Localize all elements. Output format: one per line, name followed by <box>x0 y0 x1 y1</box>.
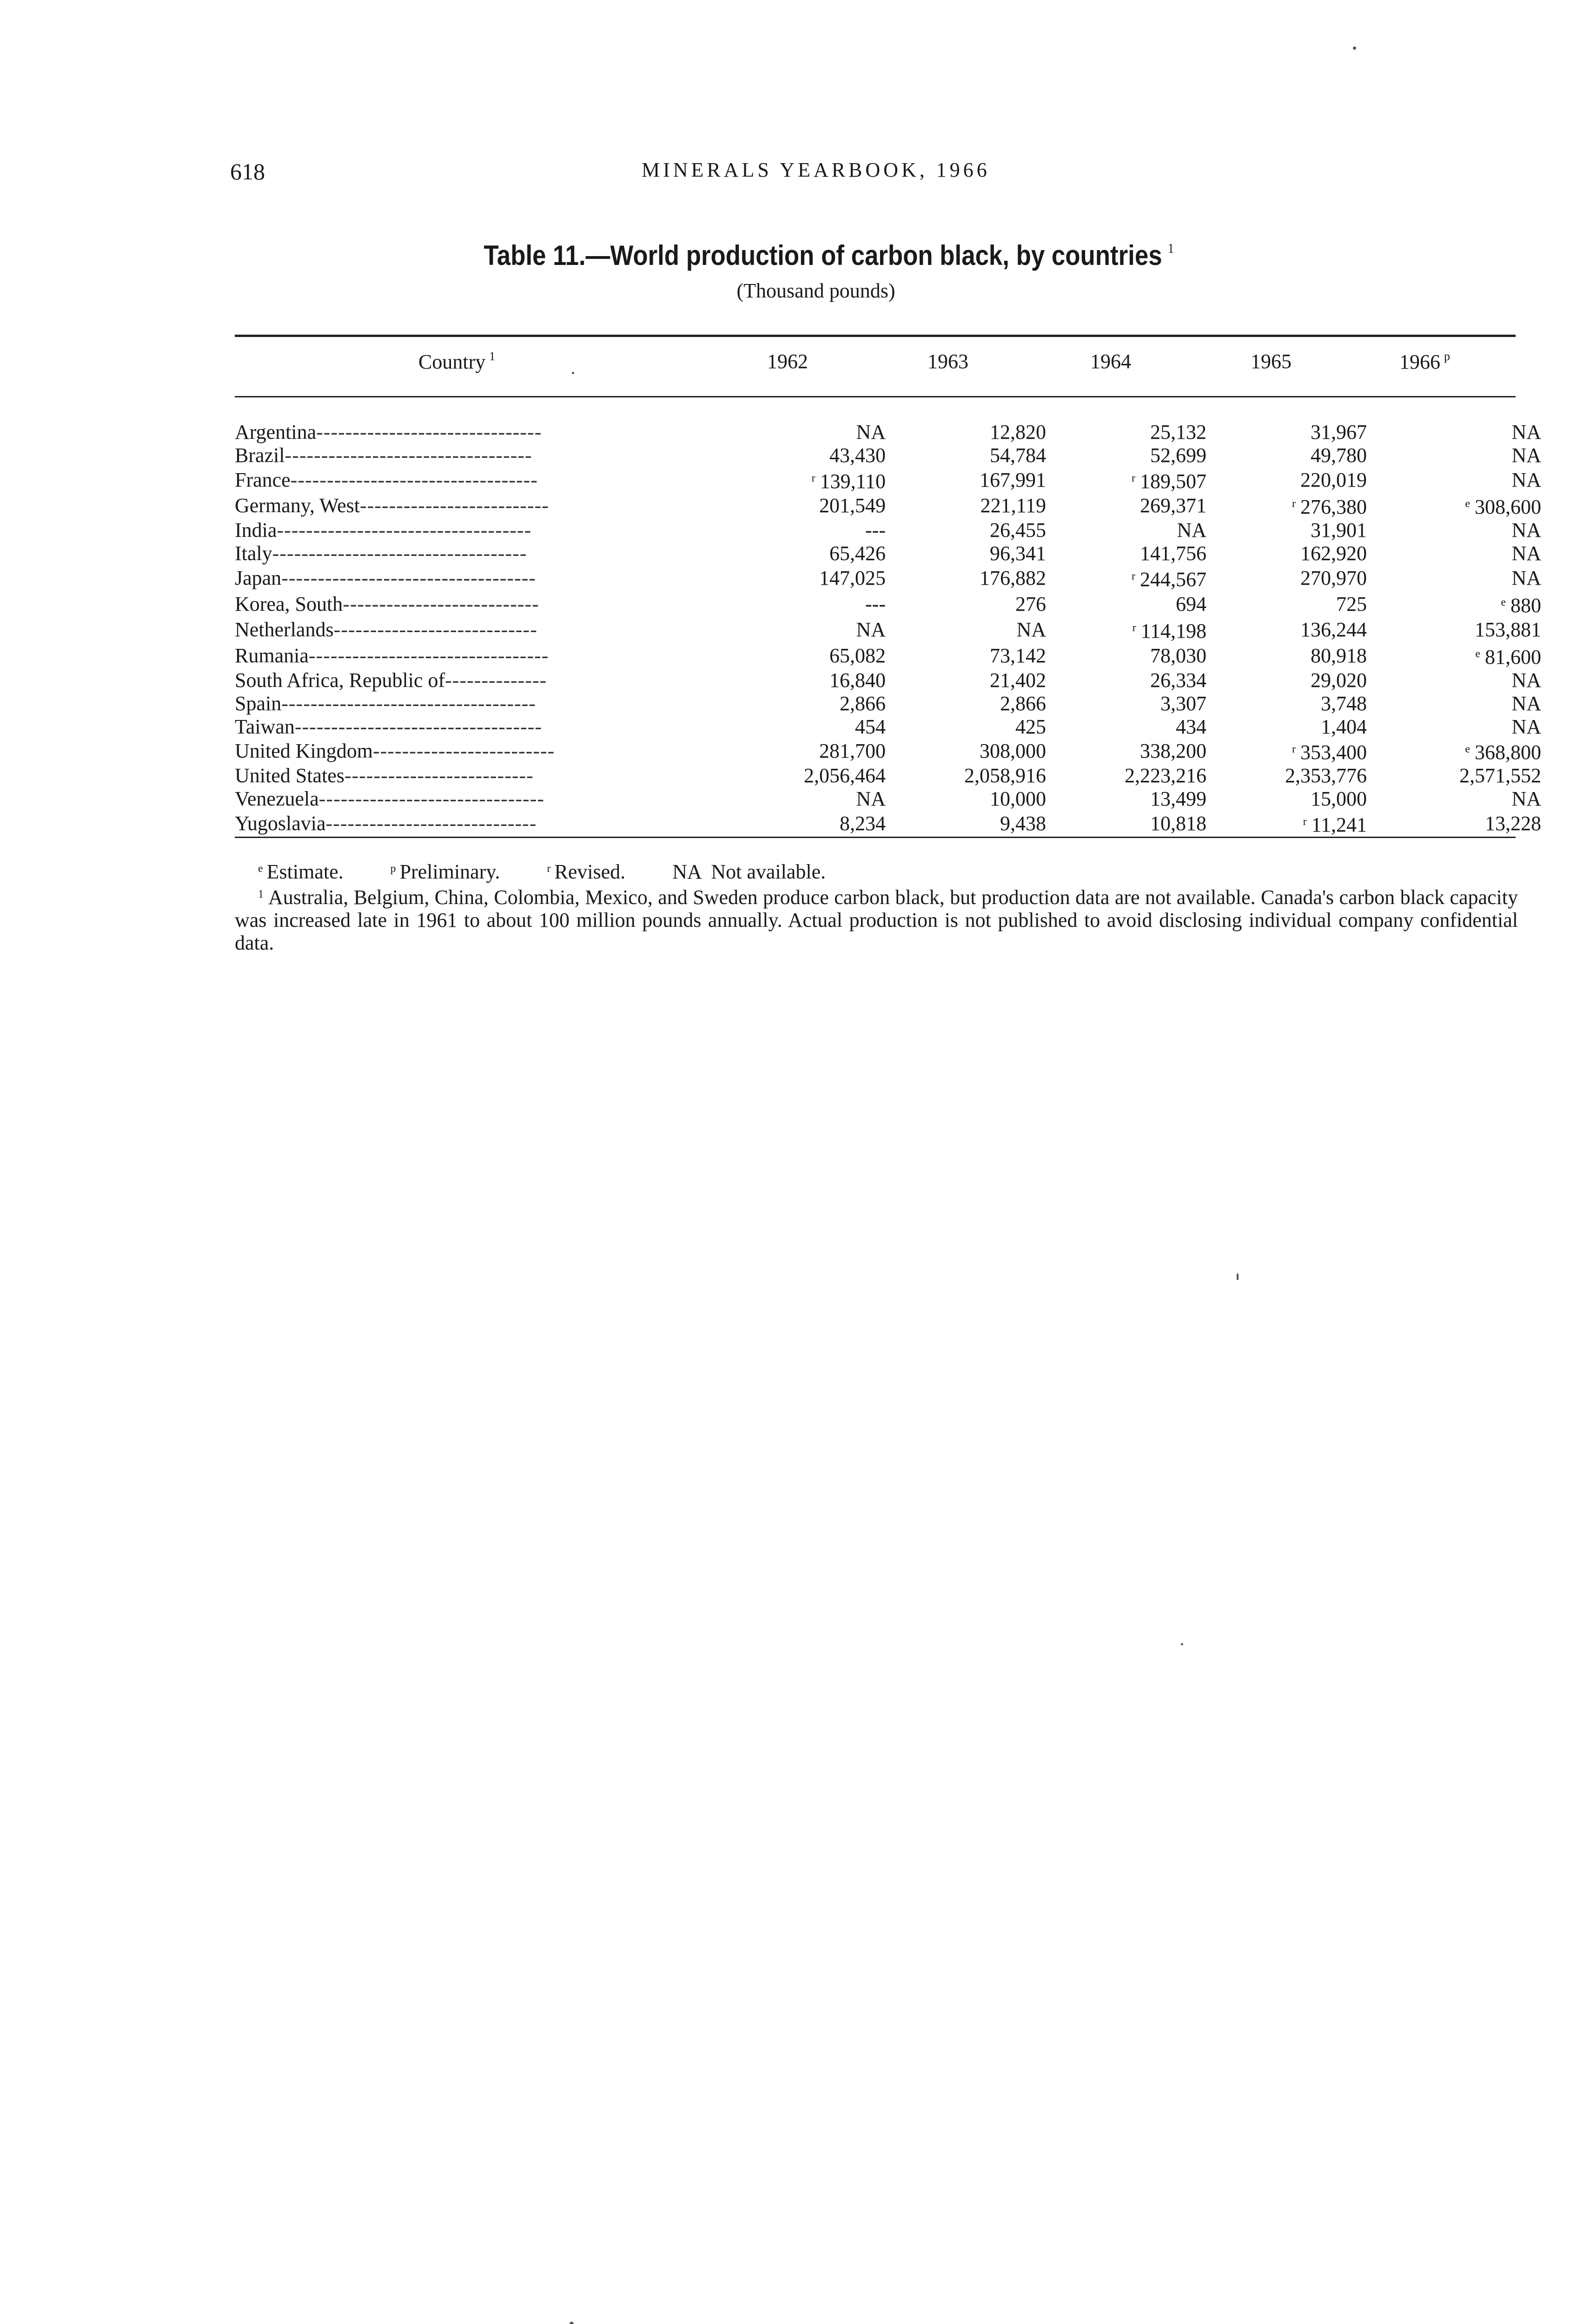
value-text: 244,567 <box>1140 568 1206 591</box>
value-cell <box>723 519 886 542</box>
value-text: 25,132 <box>1150 421 1206 443</box>
value-cell <box>1046 493 1206 519</box>
table-title-text: Table 11.—World production of carbon black, by countries <box>484 240 1162 271</box>
leader-dots: ----------------------------- <box>325 812 537 835</box>
table-row <box>235 738 1541 764</box>
value-cell <box>886 643 1046 669</box>
country-cell <box>235 764 723 787</box>
value-cell <box>886 669 1046 692</box>
scan-speck <box>1181 1643 1183 1645</box>
value-text: 220,019 <box>1300 468 1367 491</box>
value-cell <box>886 617 1046 643</box>
value-text: NA <box>856 421 886 443</box>
value-text: 434 <box>1176 715 1206 738</box>
value-cell <box>1206 421 1367 444</box>
legend-estimate <box>258 860 344 883</box>
value-text: NA <box>1511 787 1541 810</box>
legend-text: Revised. <box>554 860 626 883</box>
footnote-1-mark: 1 <box>258 888 264 900</box>
value-cell <box>723 787 886 811</box>
value-cell <box>886 542 1046 565</box>
value-text: 13,499 <box>1150 787 1206 810</box>
legend-mark: e <box>258 863 263 875</box>
value-text: 3,307 <box>1160 692 1206 715</box>
value-text: 73,142 <box>990 644 1046 667</box>
country-cell <box>235 493 723 519</box>
country-cell <box>235 787 723 811</box>
value-cell <box>723 493 886 519</box>
country-cell <box>235 519 723 542</box>
value-text: 368,800 <box>1475 741 1541 764</box>
value-cell <box>1206 542 1367 565</box>
legend-mark: p <box>390 863 396 875</box>
value-text: NA <box>856 618 886 641</box>
value-cell <box>1367 519 1541 542</box>
value-text: NA <box>856 787 886 810</box>
value-text: 52,699 <box>1150 443 1206 467</box>
value-cell <box>1206 591 1367 617</box>
table-row <box>235 643 1541 669</box>
value-cell <box>1046 421 1206 444</box>
leader-dots: ----------------------------------- <box>272 541 527 565</box>
value-cell <box>1367 565 1541 591</box>
value-cell <box>723 617 886 643</box>
table-row <box>235 669 1541 692</box>
value-flag: e <box>1465 498 1470 510</box>
value-flag: r <box>1132 570 1135 582</box>
value-cell <box>1046 787 1206 811</box>
value-cell <box>886 519 1046 542</box>
value-text: NA <box>1511 692 1541 715</box>
value-cell <box>723 715 886 739</box>
value-cell <box>1046 617 1206 643</box>
value-cell <box>1367 738 1541 764</box>
value-text: NA <box>1511 421 1541 443</box>
value-text: 694 <box>1176 592 1206 615</box>
table-row <box>235 617 1541 643</box>
value-cell <box>723 738 886 764</box>
value-text: 281,700 <box>819 739 886 763</box>
table-row <box>235 542 1541 565</box>
column-header-1966 <box>1399 350 1450 374</box>
value-text: 276,380 <box>1300 495 1367 519</box>
value-text: 65,426 <box>829 541 886 565</box>
book-title: MINERALS YEARBOOK, 1966 <box>642 158 990 181</box>
table-row <box>235 764 1541 787</box>
value-cell <box>1367 643 1541 669</box>
value-cell <box>1206 617 1367 643</box>
value-text: 201,549 <box>819 494 886 517</box>
value-text: 12,820 <box>990 421 1046 443</box>
table-row <box>235 692 1541 715</box>
legend-text: Estimate. <box>266 860 344 883</box>
value-flag: r <box>1132 472 1135 484</box>
leader-dots: -------------- <box>445 668 547 692</box>
value-text: NA <box>1511 715 1541 738</box>
legend-preliminary <box>391 860 500 883</box>
value-cell <box>1206 519 1367 542</box>
table-row <box>235 421 1541 444</box>
country-cell <box>235 811 723 837</box>
footnote-legend <box>258 858 1518 883</box>
value-cell <box>1046 519 1206 542</box>
country-cell <box>235 738 723 764</box>
value-text: 49,780 <box>1311 443 1367 467</box>
value-text: 21,402 <box>990 668 1046 692</box>
country-name: Germany, West <box>235 494 360 517</box>
value-cell <box>1206 669 1367 692</box>
footnotes <box>235 858 1518 954</box>
value-text: 78,030 <box>1150 644 1206 667</box>
table-row <box>235 715 1541 739</box>
legend-text: NA Not available. <box>672 860 826 883</box>
leader-dots: ------------------------- <box>372 739 555 763</box>
value-text: 136,244 <box>1300 618 1367 641</box>
country-name: United Kingdom <box>235 739 373 763</box>
table-row <box>235 787 1541 811</box>
value-text: 221,119 <box>980 494 1046 517</box>
country-name: Rumania <box>235 644 309 667</box>
value-text: NA <box>1511 541 1541 565</box>
value-text: 880 <box>1510 594 1541 617</box>
value-text: 153,881 <box>1475 618 1541 641</box>
value-cell <box>1206 493 1367 519</box>
value-text: 2,058,916 <box>964 764 1046 787</box>
value-text: 353,400 <box>1300 741 1367 764</box>
value-text: 2,353,776 <box>1285 764 1367 787</box>
value-cell <box>1367 467 1541 493</box>
column-header-mark: p <box>1444 350 1450 363</box>
value-cell <box>723 421 886 444</box>
value-cell <box>1046 591 1206 617</box>
value-cell <box>1206 738 1367 764</box>
value-cell <box>886 565 1046 591</box>
value-text: 96,341 <box>990 541 1046 565</box>
value-cell <box>886 715 1046 739</box>
value-cell <box>1046 811 1206 837</box>
value-text: 43,430 <box>829 443 886 467</box>
scan-speck <box>1237 1274 1239 1280</box>
column-header-label: 1966 <box>1399 350 1440 373</box>
leader-dots: ---------------------------------- <box>290 468 538 491</box>
table-bottom-rule <box>235 837 1516 838</box>
value-text: NA <box>1511 566 1541 589</box>
country-cell <box>235 444 723 467</box>
value-cell <box>1367 493 1541 519</box>
column-header-1964 <box>1090 350 1131 373</box>
leader-dots: -------------------------- <box>359 494 549 517</box>
value-cell <box>1367 715 1541 739</box>
country-name: Italy <box>235 541 272 565</box>
value-cell <box>886 787 1046 811</box>
production-table <box>235 421 1541 837</box>
table-row <box>235 811 1541 837</box>
value-text: 114,198 <box>1140 620 1206 643</box>
value-text: 29,020 <box>1311 668 1367 692</box>
value-text: 54,784 <box>990 443 1046 467</box>
scan-speck <box>1353 46 1356 50</box>
value-text: 176,882 <box>980 566 1046 589</box>
value-flag: r <box>1292 498 1296 510</box>
value-text: 2,056,464 <box>804 764 886 787</box>
value-text: 276 <box>1015 592 1046 615</box>
column-header-label: 1963 <box>928 350 968 373</box>
value-text: --- <box>865 592 886 615</box>
value-cell <box>886 421 1046 444</box>
value-cell <box>1046 565 1206 591</box>
value-text: 13,228 <box>1485 812 1541 835</box>
value-text: 9,438 <box>1000 812 1046 835</box>
value-text: 269,371 <box>1140 494 1206 517</box>
value-cell <box>723 692 886 715</box>
country-name: South Africa, Republic of <box>235 668 445 692</box>
scan-speck <box>570 2322 574 2324</box>
value-text: 147,025 <box>819 566 886 589</box>
value-text: 454 <box>855 715 886 738</box>
country-cell <box>235 565 723 591</box>
value-text: 425 <box>1015 715 1046 738</box>
value-cell <box>1046 738 1206 764</box>
value-text: 10,818 <box>1150 812 1206 835</box>
country-cell <box>235 421 723 444</box>
legend-revised <box>547 860 626 883</box>
column-header-1963 <box>928 350 968 373</box>
running-head <box>0 158 1590 195</box>
country-cell <box>235 617 723 643</box>
value-cell <box>1046 643 1206 669</box>
value-flag: r <box>1292 743 1296 756</box>
value-text: 65,082 <box>829 644 886 667</box>
country-name: Argentina <box>235 421 317 443</box>
leader-dots: --------------------------- <box>343 592 539 615</box>
value-text: NA <box>1511 443 1541 467</box>
column-header-label: 1965 <box>1251 350 1292 373</box>
column-header-country <box>418 350 495 374</box>
value-cell <box>1367 764 1541 787</box>
value-text: 8,234 <box>840 812 886 835</box>
value-text: --- <box>865 519 886 542</box>
value-cell <box>1046 467 1206 493</box>
value-cell <box>723 669 886 692</box>
value-cell <box>1367 811 1541 837</box>
value-text: 31,967 <box>1311 421 1367 443</box>
country-cell <box>235 692 723 715</box>
value-cell <box>723 591 886 617</box>
value-cell <box>1046 444 1206 467</box>
table-row <box>235 591 1541 617</box>
country-name: Venezuela <box>235 787 319 810</box>
value-cell <box>1046 764 1206 787</box>
table-row <box>235 467 1541 493</box>
country-name: Korea, South <box>235 592 343 615</box>
value-flag: r <box>1132 622 1136 634</box>
value-text: 308,600 <box>1475 495 1541 519</box>
value-cell <box>1206 692 1367 715</box>
value-cell <box>1206 811 1367 837</box>
value-cell <box>1046 542 1206 565</box>
leader-dots: ---------------------------------- <box>285 443 532 467</box>
footnote-1-text: Australia, Belgium, China, Colombia, Mexico, and Sweden produce carbon black, but production data are not available. Canada's carbon black capacity was increased late in 1961 to about 100 million pounds annually. Actual production is not published to avoid disclosing individual company confidential data. <box>235 886 1518 954</box>
value-cell <box>886 764 1046 787</box>
value-flag: e <box>1465 743 1470 756</box>
value-cell <box>1367 542 1541 565</box>
table-row <box>235 519 1541 542</box>
value-text: 141,756 <box>1140 541 1206 565</box>
value-text: 2,866 <box>1000 692 1046 715</box>
value-flag: e <box>1501 596 1506 608</box>
country-name: Brazil <box>235 443 285 467</box>
leader-dots: ---------------------------- <box>333 618 537 641</box>
column-header-label: Country <box>418 350 486 373</box>
page-number: 618 <box>230 158 265 185</box>
value-text: NA <box>1511 519 1541 542</box>
value-cell <box>886 467 1046 493</box>
value-text: 139,110 <box>820 469 886 493</box>
value-flag: e <box>1475 648 1480 660</box>
column-header-label: 1964 <box>1090 350 1131 373</box>
value-cell <box>723 467 886 493</box>
value-text: 16,840 <box>829 668 886 692</box>
value-text: 167,991 <box>980 468 1046 491</box>
column-header-1965 <box>1251 350 1292 373</box>
leader-dots: ----------------------------------- <box>277 519 532 542</box>
footnote-1 <box>235 883 1518 954</box>
value-cell <box>886 811 1046 837</box>
value-cell <box>886 493 1046 519</box>
value-text: NA <box>1511 468 1541 491</box>
value-text: 2,866 <box>840 692 886 715</box>
value-flag: r <box>811 472 815 484</box>
value-text: 11,241 <box>1311 813 1367 836</box>
country-cell <box>235 669 723 692</box>
country-name: Japan <box>235 566 282 589</box>
value-cell <box>1367 787 1541 811</box>
legend-text: Preliminary. <box>399 860 500 883</box>
value-text: 308,000 <box>980 739 1046 763</box>
value-cell <box>1367 669 1541 692</box>
value-cell <box>1206 787 1367 811</box>
value-text: 162,920 <box>1300 541 1367 565</box>
country-cell <box>235 542 723 565</box>
value-text: 26,334 <box>1150 668 1206 692</box>
value-cell <box>1206 467 1367 493</box>
value-cell <box>723 764 886 787</box>
column-header-mark: 1 <box>489 350 496 363</box>
value-text: 80,918 <box>1311 644 1367 667</box>
value-cell <box>1206 715 1367 739</box>
value-text: 189,507 <box>1140 469 1206 493</box>
table-title <box>103 239 1502 271</box>
value-text: NA <box>1511 668 1541 692</box>
column-header-label: 1962 <box>767 350 808 373</box>
value-cell <box>1206 444 1367 467</box>
value-cell <box>886 738 1046 764</box>
value-cell <box>1206 565 1367 591</box>
value-text: 1,404 <box>1321 715 1367 738</box>
country-cell <box>235 643 723 669</box>
leader-dots: ------------------------------- <box>316 421 542 443</box>
table-header-rule <box>235 396 1516 397</box>
country-name: Yugoslavia <box>235 812 326 835</box>
value-text: 3,748 <box>1321 692 1367 715</box>
country-cell <box>235 715 723 739</box>
value-cell <box>1367 421 1541 444</box>
value-cell <box>723 565 886 591</box>
legend-mark: r <box>547 863 551 875</box>
value-text: 10,000 <box>990 787 1046 810</box>
value-cell <box>886 444 1046 467</box>
value-cell <box>1367 591 1541 617</box>
value-text: 725 <box>1336 592 1367 615</box>
scan-speck <box>572 372 574 374</box>
leader-dots: ---------------------------------- <box>294 715 543 738</box>
value-text: 270,970 <box>1300 566 1367 589</box>
value-text: 2,223,216 <box>1125 764 1206 787</box>
value-text: NA <box>1177 519 1206 542</box>
country-name: Netherlands <box>235 618 334 641</box>
value-cell <box>1206 643 1367 669</box>
value-cell <box>1367 617 1541 643</box>
value-cell <box>1046 669 1206 692</box>
table-title-footnote-mark: 1 <box>1167 241 1174 256</box>
leader-dots: -------------------------- <box>344 764 534 787</box>
value-cell <box>1206 764 1367 787</box>
value-cell <box>723 811 886 837</box>
leader-dots: ----------------------------------- <box>281 692 537 715</box>
country-cell <box>235 591 723 617</box>
country-name: France <box>235 468 291 491</box>
country-name: United States <box>235 764 344 787</box>
value-cell <box>1367 692 1541 715</box>
production-table-body <box>235 421 1541 837</box>
country-cell <box>235 467 723 493</box>
column-header-1962 <box>767 350 808 373</box>
table-unit: (Thousand pounds) <box>736 279 895 302</box>
table-row <box>235 493 1541 519</box>
table-top-rule <box>235 335 1516 337</box>
value-cell <box>723 444 886 467</box>
value-cell <box>723 643 886 669</box>
value-flag: r <box>1303 815 1307 828</box>
value-text: 338,200 <box>1140 739 1206 763</box>
value-text: 2,571,552 <box>1459 764 1541 787</box>
value-cell <box>1046 692 1206 715</box>
value-text: 31,901 <box>1311 519 1367 542</box>
value-cell <box>723 542 886 565</box>
leader-dots: --------------------------------- <box>308 644 549 667</box>
country-name: India <box>235 519 277 542</box>
table-row <box>235 565 1541 591</box>
value-cell <box>1367 444 1541 467</box>
value-text: 26,455 <box>990 519 1046 542</box>
table-row <box>235 444 1541 467</box>
value-text: NA <box>1016 618 1046 641</box>
value-text: 81,600 <box>1485 646 1541 669</box>
country-name: Spain <box>235 692 282 715</box>
value-cell <box>1046 715 1206 739</box>
value-cell <box>886 591 1046 617</box>
country-name: Taiwan <box>235 715 295 738</box>
legend-not-available <box>672 860 826 883</box>
leader-dots: ----------------------------------- <box>281 566 537 589</box>
leader-dots: ------------------------------- <box>318 787 545 810</box>
value-text: 15,000 <box>1311 787 1367 810</box>
value-cell <box>886 692 1046 715</box>
